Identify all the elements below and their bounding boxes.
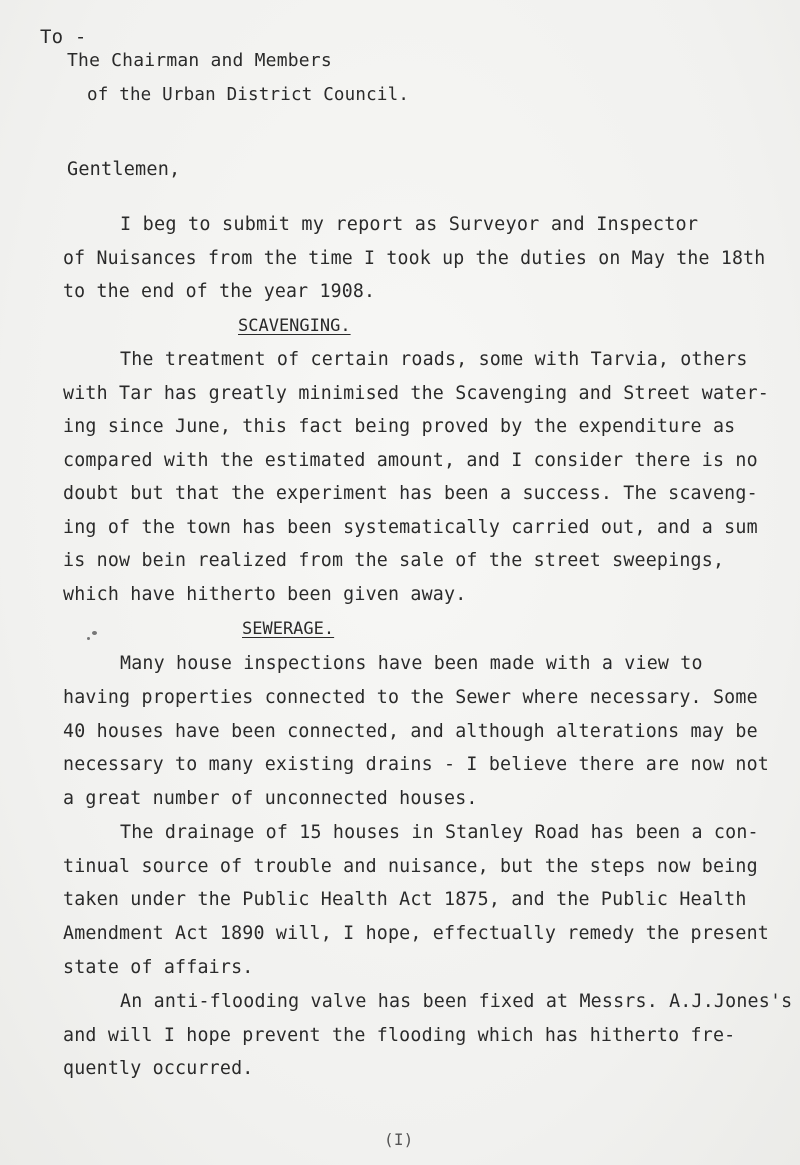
sewerage-p2-line-3: taken under the Public Health Act 1875, and the Public Health xyxy=(63,889,747,910)
scavenging-line-2: with Tar has greatly minimised the Scavenging and Street water- xyxy=(63,383,769,404)
sewerage-p3-line-3: quently occurred. xyxy=(63,1058,254,1079)
addressee-to: To - xyxy=(40,26,87,48)
scavenging-line-3: ing since June, this fact being proved by the expenditure as xyxy=(63,416,736,437)
sewerage-p1-line-5: a great number of unconnected houses. xyxy=(63,788,478,809)
scavenging-line-4: compared with the estimated amount, and I consider there is no xyxy=(63,450,758,471)
sewerage-p1-line-3: 40 houses have been connected, and although alterations may be xyxy=(63,721,758,742)
scavenging-line-8: which have hitherto been given away. xyxy=(63,584,467,605)
scavenging-line-5: doubt but that the experiment has been a success. The scaveng- xyxy=(63,483,758,504)
sewerage-p2-line-4: Amendment Act 1890 will, I hope, effectually remedy the present xyxy=(63,923,769,944)
sewerage-p3-line-1: An anti-flooding valve has been fixed at Messrs. A.J.Jones's xyxy=(120,991,793,1012)
sewerage-p1-line-1: Many house inspections have been made with a view to xyxy=(120,653,703,674)
sewerage-p2-line-1: The drainage of 15 houses in Stanley Road has been a con- xyxy=(120,822,759,843)
addressee-line-1: The Chairman and Members xyxy=(67,50,332,71)
sewerage-p2-line-5: state of affairs. xyxy=(63,957,254,978)
salutation: Gentlemen, xyxy=(67,159,181,180)
scavenging-line-7: is now bein realized from the sale of the street sweepings, xyxy=(63,550,725,571)
intro-line-1: I beg to submit my report as Surveyor and Inspector xyxy=(120,214,699,235)
scavenging-line-6: ing of the town has been systematically carried out, and a sum xyxy=(63,517,758,538)
sewerage-p1-line-4: necessary to many existing drains - I believe there are now not xyxy=(63,754,769,775)
intro-line-3: to the end of the year 1908. xyxy=(63,281,376,302)
sewerage-p2-line-2: tinual source of trouble and nuisance, but the steps now being xyxy=(63,856,758,877)
section-heading-sewerage: SEWERAGE. xyxy=(242,619,335,639)
intro-line-2: of Nuisances from the time I took up the duties on May the 18th xyxy=(63,248,766,269)
scavenging-line-1: The treatment of certain roads, some with Tarvia, others xyxy=(120,349,748,370)
addressee-line-2: of the Urban District Council. xyxy=(87,85,410,105)
sewerage-p1-line-2: having properties connected to the Sewer where necessary. Some xyxy=(63,687,758,708)
ink-mark xyxy=(87,637,90,640)
section-heading-scavenging: SCAVENGING. xyxy=(238,316,351,336)
ink-mark xyxy=(92,631,97,635)
sewerage-p3-line-2: and will I hope prevent the flooding which has hitherto fre- xyxy=(63,1025,736,1046)
page-number: (I) xyxy=(384,1130,414,1149)
